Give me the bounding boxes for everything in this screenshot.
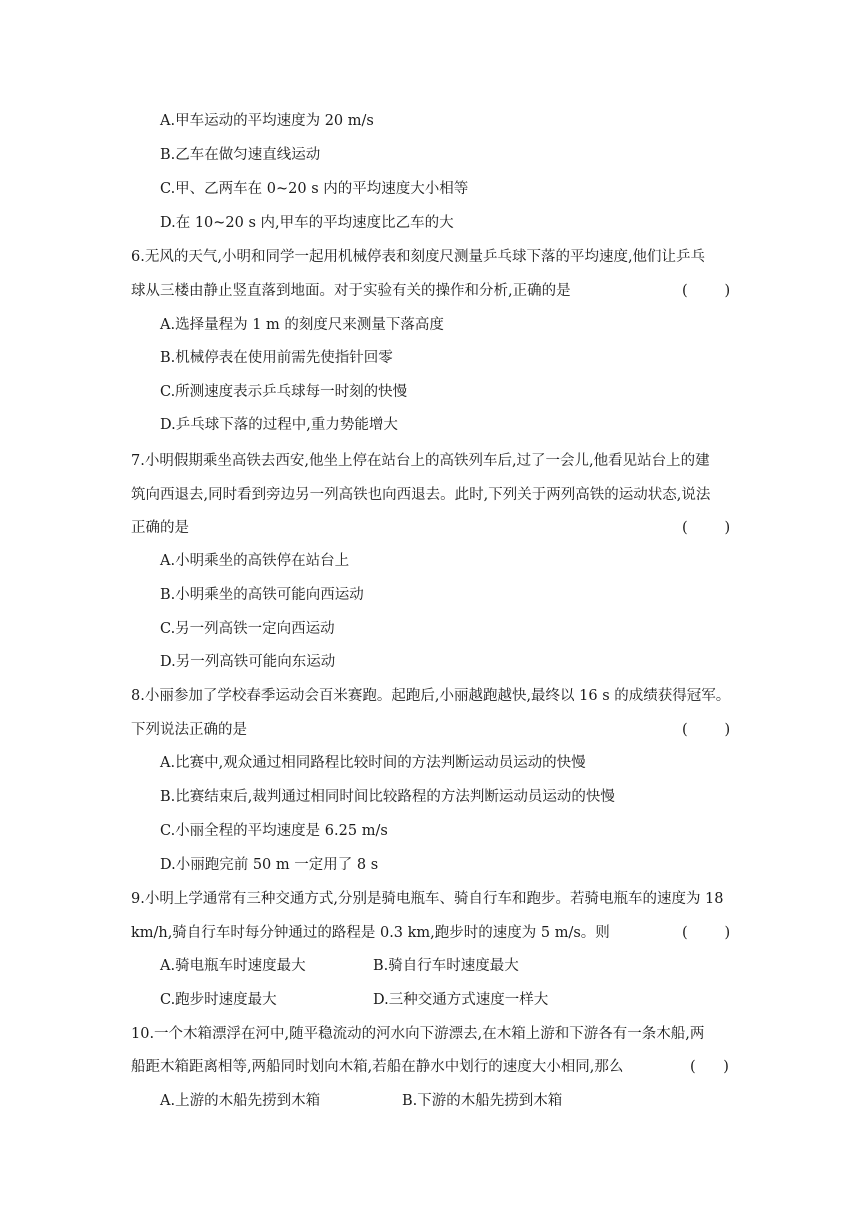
q7-option-d: D.另一列高铁可能向东运动	[160, 654, 336, 670]
q7-option-b: B.小明乘坐的高铁可能向西运动	[160, 587, 364, 603]
q10-option-a: A.上游的木船先捞到木箱	[160, 1093, 321, 1109]
q10-stem-line-1: 10.一个木箱漂浮在河中,随平稳流动的河水向下游漂去,在木箱上游和下游各有一条木船,两	[131, 1026, 705, 1042]
q9-option-c: C.跑步时速度最大	[160, 992, 277, 1008]
q6-option-b: B.机械停表在使用前需先使指针回零	[160, 350, 393, 366]
q6-stem-line-1: 6.无风的天气,小明和同学一起用机械停表和刻度尺测量乒乓球下落的平均速度,他们让乒乓	[131, 249, 706, 265]
q8-option-a: A.比赛中,观众通过相同路程比较时间的方法判断运动员运动的快慢	[160, 755, 586, 771]
q5-option-c: C.甲、乙两车在 0~20 s 内的平均速度大小相等	[160, 181, 469, 197]
q6-stem-line-2: 球从三楼由静止竖直落到地面。对于实验有关的操作和分析,正确的是	[131, 283, 571, 299]
q7-stem-line-2: 筑向西退去,同时看到旁边另一列高铁也向西退去。此时,下列关于两列高铁的运动状态,说法	[131, 487, 711, 503]
q7-stem-line-3: 正确的是	[131, 520, 189, 536]
q6-option-c: C.所测速度表示乒乓球每一时刻的快慢	[160, 384, 408, 400]
q7-option-c: C.另一列高铁一定向西运动	[160, 621, 335, 637]
q5-option-a: A.甲车运动的平均速度为 20 m/s	[160, 113, 374, 129]
q6-option-a: A.选择量程为 1 m 的刻度尺来测量下落高度	[160, 317, 444, 333]
q6-option-d: D.乒乓球下落的过程中,重力势能增大	[160, 417, 398, 433]
q8-option-b: B.比赛结束后,裁判通过相同时间比较路程的方法判断运动员运动的快慢	[160, 789, 615, 805]
q8-answer-paren: ( )	[682, 722, 731, 738]
q9-answer-paren: ( )	[682, 925, 731, 941]
q5-option-d: D.在 10~20 s 内,甲车的平均速度比乙车的大	[160, 215, 454, 231]
q8-stem-line-2: 下列说法正确的是	[131, 722, 247, 738]
q7-option-a: A.小明乘坐的高铁停在站台上	[160, 553, 350, 569]
q6-answer-paren: ( )	[682, 283, 731, 299]
q5-option-b: B.乙车在做匀速直线运动	[160, 147, 321, 163]
q9-stem-line-2: km/h,骑自行车时每分钟通过的路程是 0.3 km,跑步时的速度为 5 m/s。则	[131, 925, 610, 941]
q9-option-a: A.骑电瓶车时速度最大	[160, 958, 306, 974]
q8-option-c: C.小丽全程的平均速度是 6.25 m/s	[160, 823, 388, 839]
q7-stem-line-1: 7.小明假期乘坐高铁去西安,他坐上停在站台上的高铁列车后,过了一会儿,他看见站台上的建	[131, 453, 710, 469]
q10-answer-paren: ( )	[690, 1059, 729, 1075]
q8-option-d: D.小丽跑完前 50 m 一定用了 8 s	[160, 857, 379, 873]
q10-option-b: B.下游的木船先捞到木箱	[402, 1093, 563, 1109]
q9-option-b: B.骑自行车时速度最大	[373, 958, 519, 974]
q9-stem-line-1: 9.小明上学通常有三种交通方式,分别是骑电瓶车、骑自行车和跑步。若骑电瓶车的速度为 18	[131, 891, 724, 907]
q10-stem-line-2: 船距木箱距离相等,两船同时划向木箱,若船在静水中划行的速度大小相同,那么	[131, 1059, 624, 1075]
q8-stem-line-1: 8.小丽参加了学校春季运动会百米赛跑。起跑后,小丽越跑越快,最终以 16 s 的成绩获得冠军。	[131, 688, 731, 704]
q9-option-d: D.三种交通方式速度一样大	[373, 992, 549, 1008]
q7-answer-paren: ( )	[682, 520, 731, 536]
